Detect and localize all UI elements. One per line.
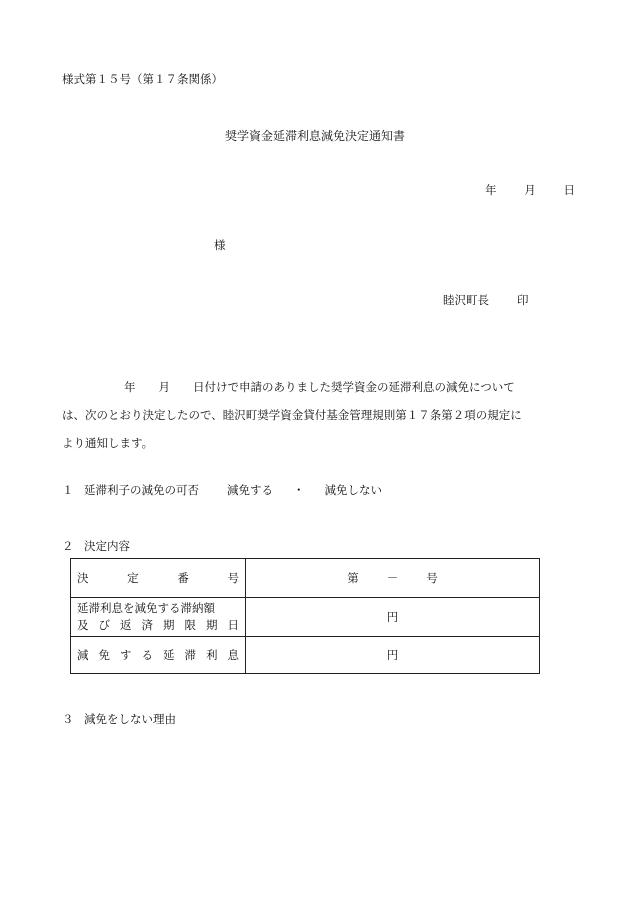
delinquent-amount-value: 円	[246, 598, 540, 637]
label-char: 減	[77, 648, 89, 662]
item-1-label: 延滞利子の減免の可否	[84, 483, 199, 497]
delinquent-amount-label	[71, 598, 246, 637]
item-1-number: １	[62, 483, 74, 497]
label-char: び	[98, 618, 110, 632]
body-line-2: は、次のとおり決定したので、睦沢町奨学資金貸付基金管理規則第１７条第２項の規定に	[62, 408, 522, 422]
body-paragraph	[62, 373, 578, 457]
value-part: －	[386, 571, 399, 585]
label-char: 番	[177, 571, 189, 585]
seal-mark: 印	[517, 293, 529, 307]
item-3-heading	[62, 711, 176, 727]
label-char: 免	[98, 648, 110, 662]
form-number: 様式第１５号（第１７条関係）	[62, 72, 223, 86]
decision-number-value	[246, 559, 540, 598]
label-char: 日	[227, 618, 239, 632]
decision-table	[70, 558, 540, 674]
table-row	[71, 598, 540, 637]
label-char: る	[141, 648, 153, 662]
label-char: 定	[127, 571, 139, 585]
item-3-label: 減免をしない理由	[84, 712, 176, 726]
item-2-number: ２	[62, 539, 74, 553]
date-day-label: 日	[563, 183, 575, 197]
sender-line	[443, 292, 529, 308]
table-row	[71, 637, 540, 674]
label-char: 期	[206, 618, 218, 632]
decision-number-label	[71, 559, 246, 598]
label-char: 決	[77, 571, 89, 585]
label-char: 延	[163, 648, 175, 662]
item-2-heading	[62, 538, 130, 554]
option-separator: ・	[293, 483, 305, 497]
value-part: 号	[426, 571, 438, 585]
label-char: す	[120, 648, 132, 662]
label-char: 滞	[184, 648, 196, 662]
item-3-number: ３	[62, 712, 74, 726]
label-char: 済	[141, 618, 153, 632]
reduced-interest-value: 円	[246, 637, 540, 674]
sender-name: 睦沢町長	[443, 293, 489, 307]
item-1-decision	[62, 482, 382, 498]
label-char: 号	[227, 571, 239, 585]
addressee-honorific: 様	[214, 238, 226, 252]
label-char: 息	[227, 648, 239, 662]
reduced-interest-label	[71, 637, 246, 674]
delinquent-amount-label-line-2	[77, 617, 239, 634]
date-line	[485, 182, 575, 198]
date-month-label: 月	[524, 183, 536, 197]
label-char: 返	[120, 618, 132, 632]
label-char: 及	[77, 618, 89, 632]
body-line-3: より通知します。	[62, 436, 154, 450]
document-title: 奨学資金延滞利息減免決定通知書	[224, 129, 405, 143]
item-2-label: 決定内容	[84, 539, 130, 553]
table-row	[71, 559, 540, 598]
option-not-reduce: 減免しない	[324, 483, 382, 497]
delinquent-amount-label-line-1: 延滞利息を減免する滞納額	[77, 601, 215, 615]
option-reduce: 減免する	[227, 483, 273, 497]
label-char: 期	[163, 618, 175, 632]
label-char: 限	[184, 618, 196, 632]
body-line-1: 年 月 日付けで申請のありました奨学資金の延滞利息の減免について	[124, 380, 515, 394]
date-year-label: 年	[485, 183, 497, 197]
value-part: 第	[347, 571, 359, 585]
label-char: 利	[206, 648, 218, 662]
